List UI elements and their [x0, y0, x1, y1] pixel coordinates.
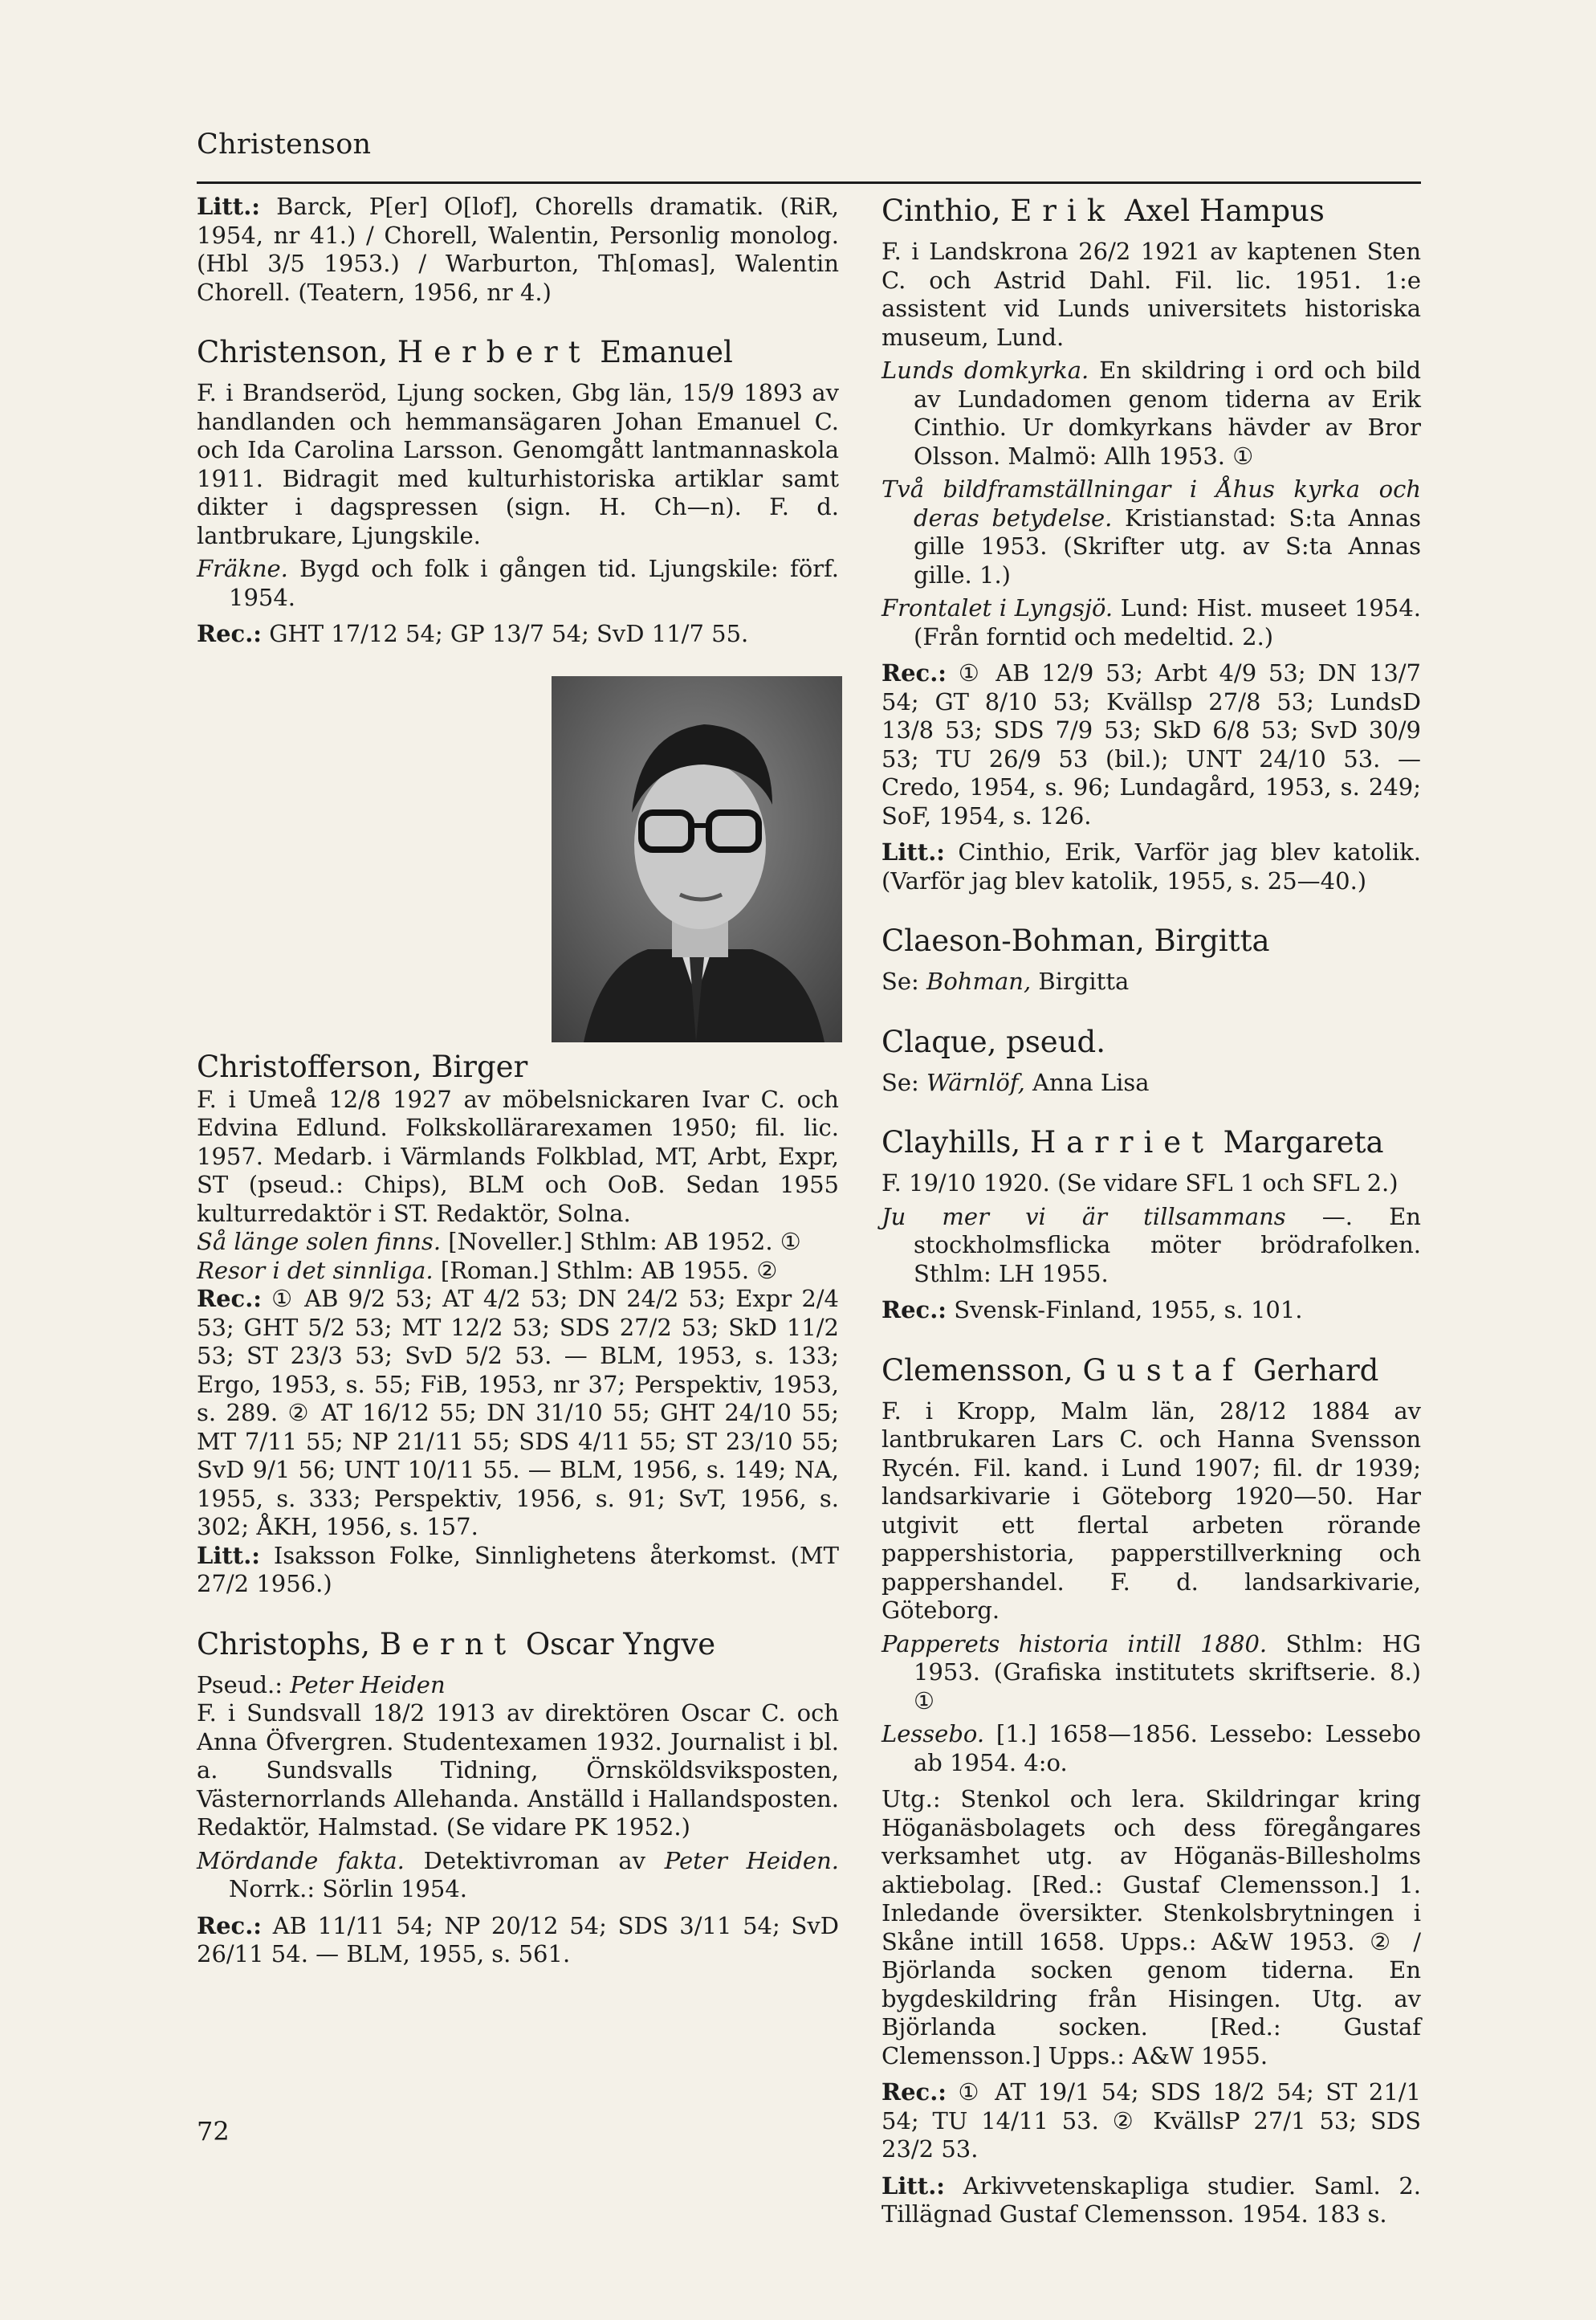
- entry-name: Claeson-Bohman, Birgitta: [881, 924, 1270, 958]
- surname: Cinthio,: [881, 194, 1001, 228]
- work: [881, 475, 1421, 589]
- rec-label: Rec.:: [197, 1911, 263, 1939]
- work: [881, 357, 1421, 471]
- litt-label: Litt.:: [881, 2171, 945, 2200]
- litt-text: Arkivvetenskapliga studier. Saml. 2. Tillägnad Gustaf Clemensson. 1954. 183 s.: [881, 2171, 1421, 2228]
- given-name: Harriet: [1029, 1125, 1214, 1160]
- given-name: Herbert: [397, 335, 591, 369]
- literature: [881, 838, 1421, 895]
- other-names: Margareta: [1223, 1125, 1384, 1160]
- running-head: Christenson: [197, 128, 372, 161]
- work-text: —. En stockholmsflicka möter brödrafolken. Sthlm: LH 1955.: [914, 1202, 1421, 1287]
- entry-name: [881, 193, 1421, 230]
- work-text: [Noveller.] Sthlm: AB 1952. ①: [441, 1228, 801, 1255]
- work-text: Bygd och folk i gången tid. Ljungskile: förf. 1954.: [229, 555, 839, 611]
- entry-name: [197, 334, 839, 371]
- editor-note: Utg.: Stenkol och lera. Skildringar kring Höganäsbolagets och dess föregångares verksamhet utg. av Höganäs-Billesholms aktiebolag. [Red.: Gustaf Clemensson.] 1. Inledande översikter. Stenkolsbrytningen i Skåne intill 1658. Upps.: A&W 1953. ② / Björlanda socken genom tiderna. En bygdeskildring från Hisingen. Utg. av Björlanda socken. [Red.: Gustaf Clemensson.] Upps.: A&W 1955.: [881, 1785, 1421, 2069]
- bio: F. i Brandseröd, Ljung socken, Gbg län, 15/9 1893 av handlanden och hemmansägaren Johan Emanuel C. och Ida Carolina Larsson. Genomgått lantmannaskola 1911. Bidragit med kulturhistoriska artiklar samt dikter i dagspressen (sign. H. Ch—n). F. d. lantbrukare, Ljungskile.: [197, 379, 839, 549]
- work: [881, 1203, 1421, 1289]
- entry-claque: [881, 1024, 1421, 1098]
- litt-label: Litt.:: [197, 1541, 260, 1569]
- bio: F. 19/10 1920. (Se vidare SFL 1 och SFL 2.): [881, 1169, 1399, 1197]
- given-name: Gustaf: [1082, 1352, 1244, 1388]
- work-title: Lessebo.: [881, 1720, 985, 1747]
- reviews: [881, 1296, 1421, 1325]
- literature: [881, 2172, 1421, 2229]
- litt-text: Isaksson Folke, Sinnlighetens återkomst. (MT 27/2 1956.): [197, 1541, 839, 1597]
- see-target: Bohman,: [926, 968, 1032, 995]
- rec-text: ① AB 9/2 53; AT 4/2 53; DN 24/2 53; Expr 2/4 53; GHT 5/2 53; MT 12/2 53; SDS 27/2 53; SkD 11/2 53; ST 23/3 53; SvD 5/2 53. — BLM, 1953, s. 133; Ergo, 1953, s. 55; FiB, 1953, nr 37; Perspektiv, 1953, s. 289. ② AT 16/12 55; DN 31/10 55; GHT 24/10 55; MT 7/11 55; NP 21/11 55; SDS 4/11 55; ST 23/10 55; SvD 9/1 56; UNT 10/11 55. — BLM, 1956, s. 149; NA, 1955, s. 333; Perspektiv, 1956, s. 91; SvT, 1956, s. 302; ÅKH, 1956, s. 157.: [197, 1285, 839, 1540]
- rec-text: Svensk-Finland, 1955, s. 101.: [947, 1296, 1303, 1323]
- litt-text: Cinthio, Erik, Varför jag blev katolik. (Varför jag blev katolik, 1955, s. 25—40.): [881, 838, 1421, 895]
- rec-text: ① AB 12/9 53; Arbt 4/9 53; DN 13/7 54; GT 8/10 53; Kvällsp 27/8 53; LundsD 13/8 53; SDS 7/9 53; SkD 6/8 53; SvD 30/9 53; TU 26/9 53 (bil.); UNT 24/10 53. — Credo, 1954, s. 96; Lundagård, 1953, s. 249; SoF, 1954, s. 126.: [881, 659, 1421, 830]
- litt-text: Barck, P[er] O[lof], Chorells dramatik. (RiR, 1954, nr 41.) / Chorell, Walentin, Personlig monolog. (Hbl 3/5 1953.) / Warburton, Th[omas], Walentin Chorell. (Teatern, 1956, nr 4.): [197, 193, 839, 306]
- work-text: [1.] 1658—1856. Lessebo: Lessebo ab 1954. 4:o.: [914, 1720, 1421, 1776]
- work-title: Ju mer vi är tillsammans: [881, 1202, 1286, 1230]
- work: [197, 1228, 839, 1257]
- rec-label: Rec.:: [881, 659, 947, 687]
- work-title: Två bildframställningar i Åhus kyrka och deras betydelse.: [881, 475, 1421, 532]
- portrait-image: [552, 676, 842, 1042]
- entry-name: [881, 1352, 1421, 1389]
- rec-text: GHT 17/12 54; GP 13/7 54; SvD 11/7 55.: [262, 620, 749, 647]
- work-author: Peter Heiden.: [664, 1846, 839, 1874]
- other-names: Emanuel: [600, 335, 733, 369]
- header-rule: [197, 181, 1421, 184]
- entry-claeson-bohman: [881, 923, 1421, 997]
- litt-label: Litt.:: [197, 193, 260, 220]
- entry-name: [197, 1626, 839, 1663]
- bio: F. i Sundsvall 18/2 1913 av direktören Oscar C. och Anna Öfvergren. Studentexamen 1932. Journalist i bl. a. Sundsvalls Tidning, Örnsköldsviksposten, Västernorrlands Allehanda. Anställd i Hallandsposten. Redaktör, Halmstad. (Se vidare PK 1952.): [197, 1699, 839, 1841]
- work-title: Så länge solen finns.: [197, 1228, 442, 1255]
- work-text: Sthlm: HG 1953. (Grafiska institutets skriftserie. 8.) ①: [914, 1629, 1421, 1715]
- rec-text: ① AT 19/1 54; SDS 18/2 54; ST 21/1 54; TU 14/11 53. ② KvällsP 27/1 53; SDS 23/2 53.: [881, 2078, 1421, 2163]
- litt-line: [197, 193, 839, 307]
- pseudonym: [197, 1671, 839, 1700]
- see-rest: Anna Lisa: [1024, 1068, 1150, 1096]
- bio: F. i Kropp, Malm län, 28/12 1884 av lantbrukaren Lars C. och Hanna Svensson Rycén. Fil. kand. i Lund 1907; fil. dr 1939; landsarkivarie i Göteborg 1920—50. Har utgivit ett flertal arbeten rörande pappershistoria, papperstillverkning och pappershandel. F. d. landsarkivarie, Göteborg.: [881, 1396, 1421, 1624]
- litt-label: Litt.:: [881, 838, 945, 866]
- entry-clayhills: [881, 1124, 1421, 1325]
- work-title: Lunds domkyrka.: [881, 357, 1089, 384]
- work-text: [Roman.] Sthlm: AB 1955. ②: [433, 1256, 778, 1284]
- entry-cinthio: [881, 193, 1421, 895]
- bio: F. i Umeå 12/8 1927 av möbelsnickaren Ivar C. och Edvina Edlund. Folkskollärarexamen 1950; fil. lic. 1957. Medarb. i Värmlands Folkblad, MT, Arbt, Expr, ST (pseud.: Chips), BLM och OoB. Sedan 1955 kulturredaktör i ST. Redaktör, Solna.: [197, 1085, 839, 1227]
- other-names: Oscar Yngve: [525, 1626, 716, 1662]
- work: [197, 1257, 839, 1286]
- see-prefix: Se:: [881, 1068, 927, 1096]
- left-column: [197, 193, 839, 1996]
- entry-name: [881, 1124, 1421, 1161]
- work-text: En skildring i ord och bild av Lundadomen genom tiderna av Erik Cinthio. Ur domkyrkans hävder av Bror Olsson. Malmö: Allh 1953. ①: [914, 357, 1422, 470]
- work-title: Fräkne.: [197, 555, 288, 582]
- entry-clemensson: [881, 1352, 1421, 2229]
- entry-christofferson: [197, 1086, 839, 1599]
- work: [881, 1720, 1421, 1777]
- work-title: Papperets historia intill 1880.: [881, 1629, 1268, 1657]
- entry-christophs: [197, 1626, 839, 1969]
- see-reference: [881, 1069, 1421, 1098]
- other-names: Axel Hampus: [1124, 194, 1325, 228]
- entry-name: Claque, pseud.: [881, 1024, 1105, 1059]
- surname: Clayhills,: [881, 1125, 1021, 1160]
- rec-label: Rec.:: [881, 1296, 947, 1323]
- surname: Christenson,: [197, 335, 389, 369]
- given-name: Erik: [1010, 194, 1116, 228]
- rec-label: Rec.:: [197, 620, 263, 647]
- work-title: Frontalet i Lyngsjö.: [881, 594, 1114, 622]
- reviews: [881, 659, 1421, 830]
- reviews: [197, 1912, 839, 1969]
- reviews: [881, 2078, 1421, 2164]
- rec-label: Rec.:: [197, 1285, 263, 1312]
- portrait-photo: [552, 676, 842, 1042]
- rec-text: AB 11/11 54; NP 20/12 54; SDS 3/11 54; SvD 26/11 54. — BLM, 1955, s. 561.: [197, 1911, 839, 1967]
- literature: [197, 1542, 839, 1599]
- work: [197, 1847, 839, 1904]
- pseud-name: Peter Heiden: [290, 1670, 446, 1698]
- entry-intro-litt: [197, 193, 839, 307]
- page-number: 72: [197, 2116, 230, 2147]
- rec-label: Rec.:: [881, 2078, 947, 2106]
- see-prefix: Se:: [881, 968, 927, 995]
- bio: F. i Landskrona 26/2 1921 av kaptenen Sten C. och Astrid Dahl. Fil. lic. 1951. 1:e assistent vid Lunds universitets historiska museum, Lund.: [881, 238, 1421, 351]
- see-rest: Birgitta: [1031, 968, 1130, 995]
- other-names: Gerhard: [1252, 1352, 1379, 1388]
- work: [197, 555, 839, 612]
- work-text: Detektivroman av: [404, 1846, 665, 1874]
- reviews: [197, 620, 839, 649]
- entry-christenson: [197, 334, 839, 649]
- surname: Clemensson,: [881, 1352, 1073, 1388]
- work-text: Norrk.: Sörlin 1954.: [229, 1875, 467, 1902]
- pseud-label: Pseud.:: [197, 1670, 283, 1698]
- work-title: Mördande fakta.: [197, 1846, 405, 1874]
- right-column: [881, 193, 1421, 2257]
- entry-name: Christofferson, Birger: [197, 1049, 528, 1084]
- reviews: [197, 1285, 839, 1542]
- portrait-block: [197, 676, 839, 1086]
- work: [881, 594, 1421, 651]
- see-reference: [881, 968, 1421, 997]
- work-text: Lund: Hist. museet 1954. (Från forntid och medeltid. 2.): [914, 594, 1421, 650]
- surname: Christophs,: [197, 1626, 371, 1662]
- work-title: Resor i det sinnliga.: [197, 1256, 434, 1284]
- work-text: Kristianstad: S:ta Annas gille 1953. (Skrifter utg. av S:ta Annas gille. 1.): [914, 504, 1421, 589]
- given-name: Bernt: [379, 1626, 517, 1662]
- work: [881, 1630, 1421, 1716]
- see-target: Wärnlöf,: [926, 1068, 1025, 1096]
